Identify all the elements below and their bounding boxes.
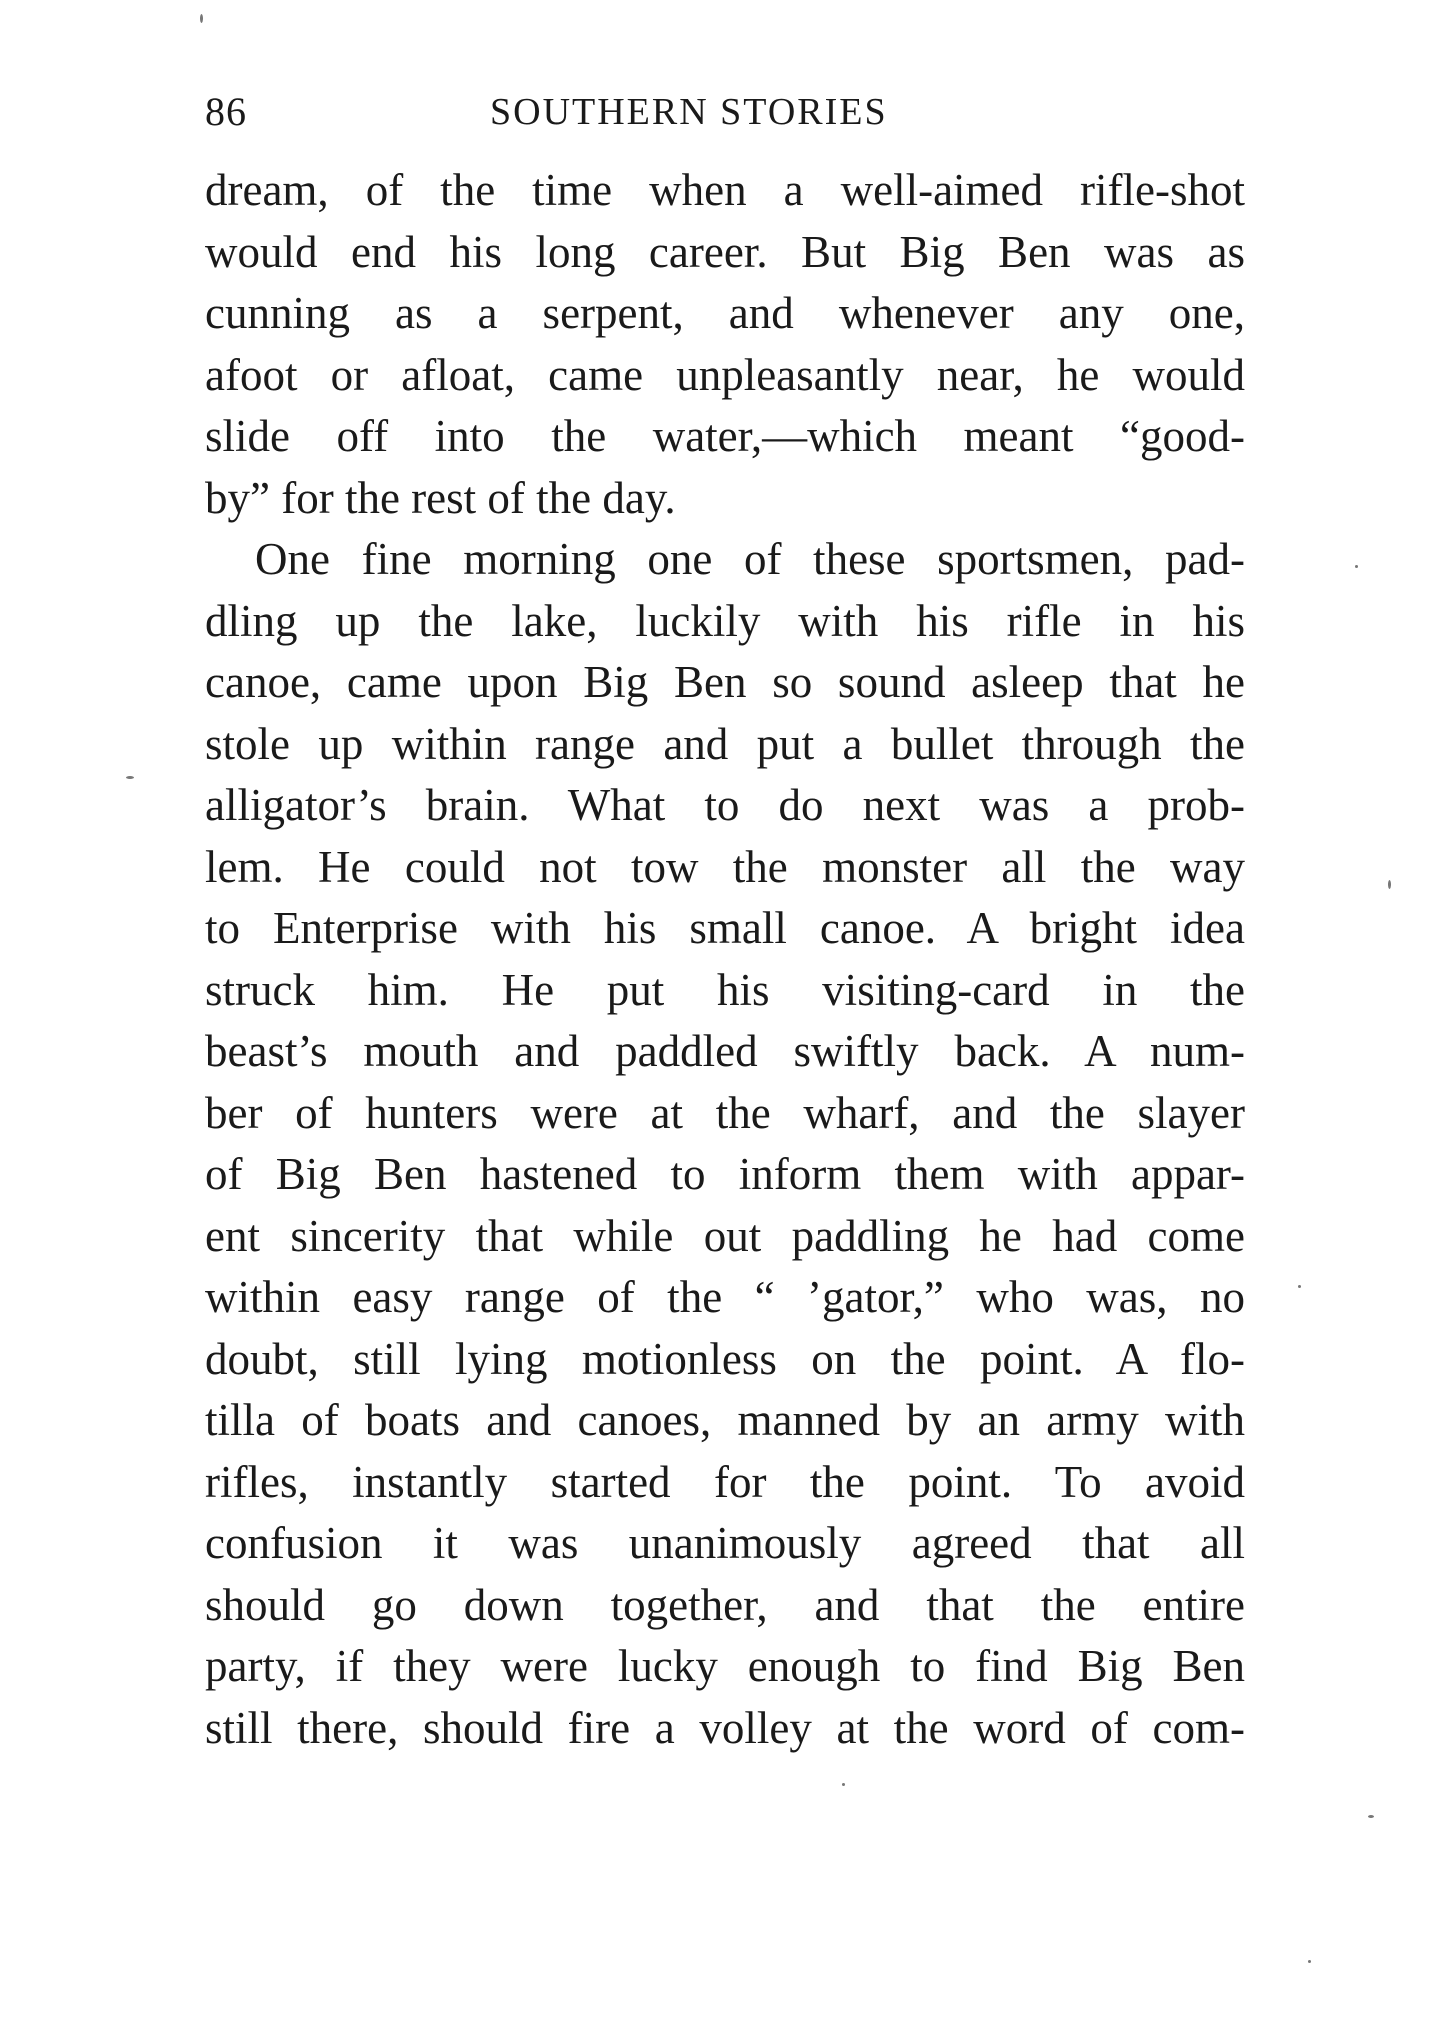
scan-speck — [1355, 565, 1358, 568]
text-line: lem. He could not tow the monster all the way — [205, 841, 1245, 892]
text-line: would end his long career. But Big Ben was as — [205, 226, 1245, 277]
text-line: stole up within range and put a bullet through the — [205, 718, 1245, 769]
body-text — [205, 160, 1245, 1759]
text-line: beast’s mouth and paddled swiftly back. A num- — [205, 1026, 1245, 1076]
text-line: confusion it was unanimously agreed that all — [205, 1518, 1245, 1568]
text-line: to Enterprise with his small canoe. A bright idea — [205, 903, 1245, 953]
scan-speck — [200, 14, 203, 23]
scan-speck — [842, 1783, 845, 1786]
text-line: dling up the lake, luckily with his rifle in his — [205, 595, 1245, 646]
page-number: 86 — [205, 89, 247, 134]
running-title: SOUTHERN STORIES — [490, 91, 888, 133]
scan-speck — [1368, 1815, 1374, 1818]
scan-speck — [1308, 1960, 1311, 1963]
text-line: by” for the rest of the day. — [205, 472, 676, 523]
text-line: One fine morning one of these sportsmen, pad- — [255, 534, 1245, 584]
text-line: struck him. He put his visiting-card in the — [205, 964, 1245, 1015]
text-line: within easy range of the “ ’gator,” who was, no — [205, 1272, 1245, 1322]
text-line: cunning as a serpent, and whenever any one, — [205, 288, 1245, 338]
text-line: ber of hunters were at the wharf, and the slayer — [205, 1087, 1245, 1138]
scan-speck — [126, 776, 134, 779]
scan-speck — [1388, 880, 1391, 889]
text-line: tilla of boats and canoes, manned by an army with — [205, 1395, 1245, 1445]
text-line: dream, of the time when a well-aimed rifle-shot — [205, 165, 1245, 215]
text-line: of Big Ben hastened to inform them with appar- — [205, 1149, 1245, 1199]
text-line: should go down together, and that the entire — [205, 1579, 1245, 1630]
page-header — [205, 82, 1245, 142]
text-line: slide off into the water,—which meant “good- — [205, 411, 1245, 461]
text-line: rifles, instantly started for the point. To avoid — [205, 1456, 1245, 1507]
text-line: doubt, still lying motionless on the point. A flo- — [205, 1333, 1245, 1384]
text-line: afoot or afloat, came unpleasantly near, he would — [205, 349, 1245, 400]
text-line: canoe, came upon Big Ben so sound asleep that he — [205, 657, 1245, 707]
text-line: still there, should fire a volley at the word of com- — [205, 1702, 1245, 1753]
text-line: alligator’s brain. What to do next was a prob- — [205, 780, 1245, 830]
text-line: party, if they were lucky enough to find Big Ben — [205, 1641, 1245, 1691]
scan-speck — [1298, 1285, 1301, 1288]
text-line: ent sincerity that while out paddling he had come — [205, 1210, 1245, 1261]
